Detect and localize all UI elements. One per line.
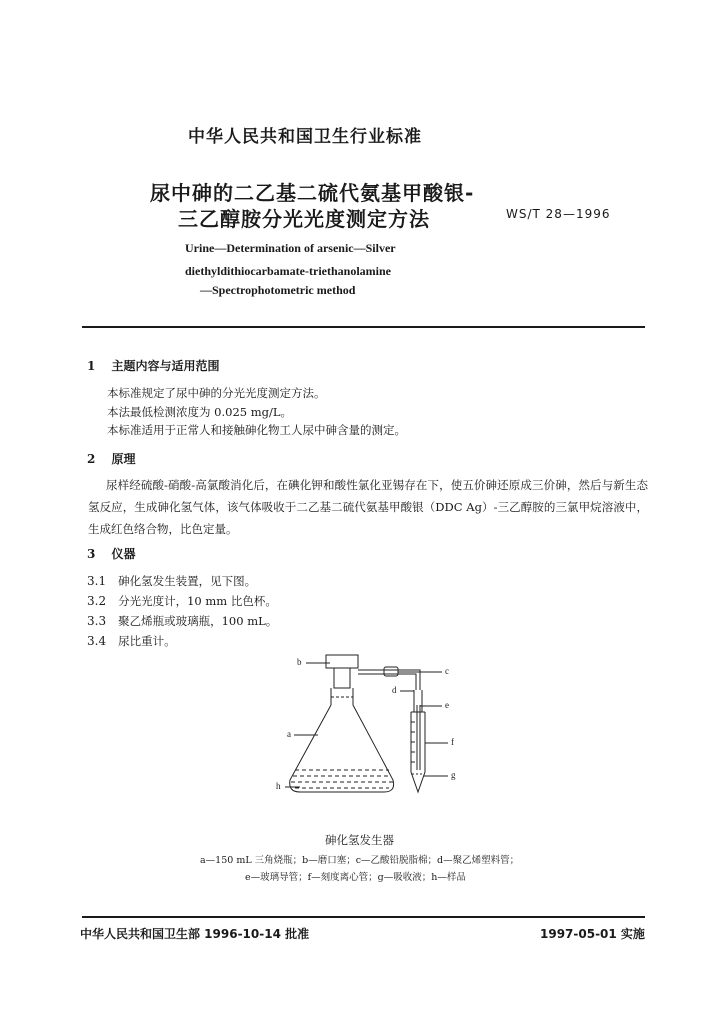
approval-statement: 中华人民共和国卫生部 1996-10-14 批准 bbox=[80, 927, 310, 941]
english-title-line-3: —Spectrophotometric method bbox=[200, 283, 356, 297]
standard-code: WS/T 28—1996 bbox=[506, 207, 611, 221]
figure-legend-line-2: e—玻璃导管；f—刻度离心管；g—吸收液；h—样品 bbox=[245, 872, 466, 883]
stopper-top bbox=[326, 655, 358, 668]
instrument-item-text: 聚乙烯瓶或玻璃瓶，100 mL。 bbox=[118, 614, 278, 628]
english-title-line-2: diethyldithiocarbamate-triethanolamine bbox=[185, 264, 391, 278]
ground-glass-stopper bbox=[334, 668, 350, 688]
footer-divider bbox=[82, 916, 645, 918]
document-title-line-1: 尿中砷的二乙基二硫代氨基甲酸银- bbox=[150, 181, 475, 205]
lead-acetate-cotton bbox=[384, 667, 398, 676]
instrument-item-text: 分光光度计，10 mm 比色杯。 bbox=[118, 594, 277, 608]
label-d: d bbox=[392, 685, 397, 695]
outlet-glass-tube bbox=[358, 670, 420, 690]
glass-delivery-tube bbox=[417, 705, 420, 770]
figure-legend-line-1: a—150 mL 三角烧瓶；b—磨口塞；c—乙酸铅脱脂棉；d—聚乙烯塑料管； bbox=[200, 855, 520, 866]
issuing-standard-heading: 中华人民共和国卫生行业标准 bbox=[188, 127, 422, 147]
document-title-line-2: 三乙醇胺分光光度测定方法 bbox=[178, 207, 430, 231]
instrument-item-number: 3.4 bbox=[87, 634, 107, 648]
label-b: b bbox=[297, 657, 302, 667]
instrument-item-number: 3.1 bbox=[87, 574, 107, 588]
polyethylene-tube bbox=[414, 690, 422, 712]
section-2-number: 2 bbox=[87, 452, 96, 466]
label-h: h bbox=[276, 781, 281, 791]
section-2-title: 原理 bbox=[111, 452, 136, 466]
instrument-item-number: 3.2 bbox=[87, 594, 107, 608]
section-3-title: 仪器 bbox=[111, 547, 136, 561]
section-2-paragraph: 尿样经硫酸-硝酸-高氯酸消化后，在碘化钾和酸性氯化亚锡存在下，使五价砷还原成三价砷，然后与新生态氢反应，生成砷化氢气体，该气体吸收于二乙基二硫代氨基甲酸银（DDC Ag）-三乙醇胺的三氯甲烷溶液中，生成红色络合物，比色定量。 bbox=[88, 478, 648, 536]
label-e: e bbox=[445, 700, 449, 710]
instrument-item-text: 砷化氢发生装置，见下图。 bbox=[118, 574, 257, 588]
instrument-item-text: 尿比重计。 bbox=[118, 634, 176, 648]
label-f: f bbox=[451, 737, 454, 747]
instrument-item-number: 3.3 bbox=[87, 614, 107, 628]
section-1-line-2: 本法最低检测浓度为 0.025 mg/L。 bbox=[107, 405, 293, 419]
section-1-number: 1 bbox=[87, 359, 96, 373]
label-a: a bbox=[287, 729, 291, 739]
section-1-title: 主题内容与适用范围 bbox=[111, 359, 220, 373]
section-1-line-3: 本标准适用于正常人和接触砷化物工人尿中砷含量的测定。 bbox=[107, 423, 406, 437]
graduation-marks bbox=[411, 722, 415, 762]
figure-caption: 砷化氢发生器 bbox=[325, 833, 394, 847]
english-title-line-1: Urine—Determination of arsenic—Silver bbox=[185, 241, 396, 255]
label-g: g bbox=[451, 770, 456, 780]
section-3-number: 3 bbox=[87, 547, 96, 561]
implementation-date: 1997-05-01 实施 bbox=[540, 927, 645, 941]
label-c: c bbox=[445, 666, 449, 676]
section-1-line-1: 本标准规定了尿中砷的分光光度测定方法。 bbox=[107, 386, 326, 400]
